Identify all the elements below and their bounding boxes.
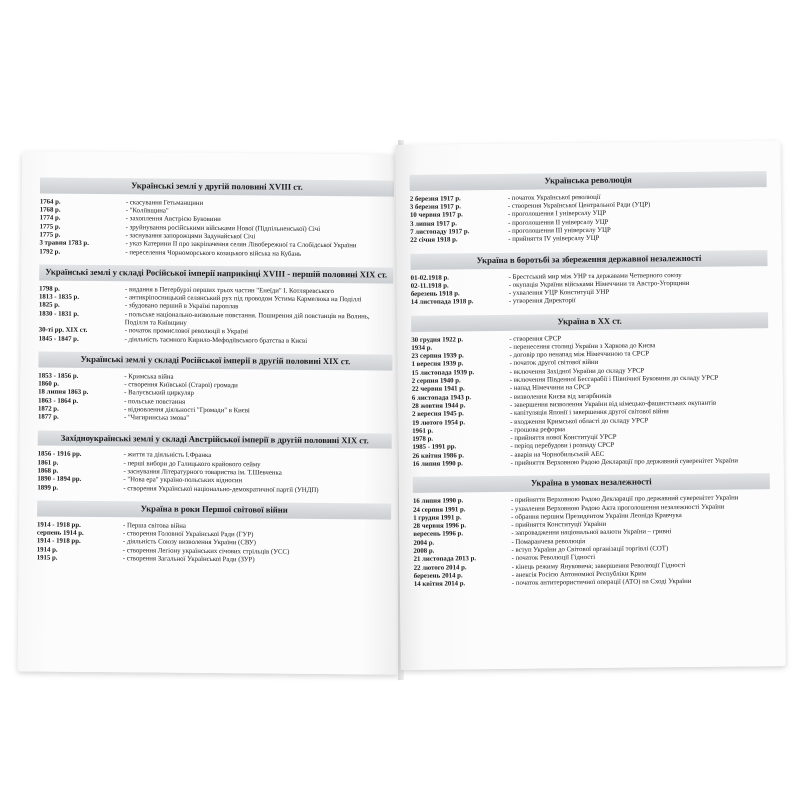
timeline-section [38, 351, 393, 425]
event-description: - видання в Петербурзі перших трьох частин "Енеїди" І. Котляревського [125, 286, 334, 295]
event-description: - "Чигиринська змова" [123, 414, 190, 423]
event-description: - початок Української революції [507, 193, 601, 202]
timeline-section [410, 171, 768, 245]
event-date: 02-11.1918 р. [410, 282, 449, 290]
section-title: Україна в умовах незалежності [413, 473, 770, 493]
event-description: - ухвалення УЦР Конституції УНР [508, 288, 610, 297]
left-page [18, 151, 405, 674]
event-date: 1914 - 1918 рр. [36, 521, 81, 529]
event-description: - антикріпосницький селянський рух під проводом Устима Кармелюка на Поділлі [124, 294, 362, 304]
event-description: - утворення Директорії [508, 297, 576, 306]
event-date: 1798 р. [39, 285, 60, 293]
event-date: серпень 1914 р. [36, 529, 84, 537]
event-description: - створення Загальної Української Ради (ЗУР) [122, 555, 255, 564]
event-date: 1774 р. [39, 214, 61, 223]
event-date: 2 березня 1917 р. [409, 195, 461, 203]
section-title: Українські землі у складі Російської імперії в другій половині XIX ст. [38, 351, 392, 370]
event-date: 1985 - 1991 рр. [412, 443, 457, 452]
event-date: 19 лютого 1954 р. [412, 418, 466, 427]
event-date: 21 листопада 2013 р. [413, 555, 477, 564]
event-description: - життя та діяльність І.Франка [123, 451, 212, 460]
event-description: - переселення Чорноморського козацького війська на Кубань [125, 248, 302, 258]
event-description: - прийняття нової Конституції УРСР [510, 433, 617, 442]
event-description: - указ Катерини ІІ про закріпачення селян Лівобережної та Слобідської України [125, 240, 357, 250]
event-description: - включення Західної України до складу УРСР [509, 367, 645, 376]
event-date: 18 липня 1863 р. [38, 388, 89, 397]
event-date: 3 травня 1783 р. [39, 239, 89, 248]
event-date: 1861 р. [37, 459, 59, 467]
event-description: - заснування Літературного товариства ім. Т.Шевченка [123, 468, 282, 477]
event-description: - відновлення діяльності "Громади" в Києві [123, 406, 250, 415]
event-date: 1775 р. [39, 223, 61, 231]
event-date: 1860 р. [38, 380, 60, 388]
event-date: 30-ті рр. XIX ст. [38, 326, 88, 335]
event-date: 23 серпня 1939 р. [411, 352, 464, 361]
event-description: - створення Української Центральної Ради (УЦР) [507, 201, 651, 211]
right-page-content [410, 171, 771, 597]
event-date: 30 грудня 1922 р. [411, 335, 464, 344]
event-description: - анексія Росією Автономної Республіки Крим [511, 570, 647, 579]
event-date: 10 червня 1917 р. [409, 211, 463, 220]
event-description: - кінець режиму Януковича; завершення Революції Гідності [511, 561, 686, 571]
event-date: 1877 р. [37, 413, 59, 421]
section-title: Українська революція [410, 171, 767, 191]
event-date: 1853 - 1856 р. [38, 372, 79, 380]
event-description: - Помаранчева революція [511, 537, 586, 546]
event-description: - визволення Києва від загарбників [509, 392, 612, 401]
event-date: 14 квітня 2014 р. [413, 580, 466, 589]
event-description: - Брестський мир між УНР та державами Четверного союзу [508, 271, 682, 281]
event-date: 24 серпня 1991 р. [413, 505, 466, 514]
timeline-section [39, 264, 394, 346]
event-description: - початок антитерористичної операції (АТО) на Сході України [511, 578, 692, 588]
event-date: березень 1918 р. [410, 290, 460, 299]
event-description: - початок другої світової війни [509, 359, 599, 368]
event-date: 1899 р. [37, 484, 59, 492]
event-date: 1825 р. [38, 301, 60, 310]
event-date: 1792 р. [39, 248, 61, 256]
event-description: - включення Південної Бессарабії і Північної Буковини до складу УРСР [509, 374, 719, 384]
event-date: 3 березня 1917 р. [409, 203, 461, 212]
event-date: 2 вересня 1945 р. [412, 410, 464, 419]
timeline-section [39, 177, 394, 259]
event-description: - польське національно-визвольне повстання. Поширення дій повстанців на Волинь, Поділля та Київщину [124, 310, 370, 327]
event-description: - захоплення Австрією Буковини [125, 215, 221, 224]
event-date: 1813 - 1835 р. [38, 293, 80, 301]
timeline-row [37, 554, 391, 565]
event-description: - входження Кримської області до складу УРСР [510, 416, 649, 426]
event-date: 1764 р. [39, 198, 61, 206]
section-title: Українські землі у складі Російської імперії наприкінці XVIII - першій половині XIX ст. [39, 264, 393, 283]
event-description: - заснування запорожцями Задунайської Січі [125, 232, 256, 241]
event-description: - період перебудови і розпаду СРСР [510, 442, 615, 451]
event-date: 28 жовтня 1944 р. [411, 402, 466, 410]
event-description: - напад Німеччини на СРСР [509, 384, 591, 393]
event-description: - договір про ненапад між Німеччиною та СРСР [509, 350, 650, 360]
timeline-row [38, 414, 392, 425]
event-description: - ухвалення Верховною Радою Акта проголошення незалежності України [511, 503, 725, 513]
event-description: - капітуляція Японії і завершення другої світової війни [510, 408, 669, 418]
event-date: 1915 р. [36, 554, 58, 562]
event-description: - створення Головної Української Ради (ГУР) [122, 530, 254, 539]
right-page [395, 141, 785, 670]
timeline-section [411, 312, 770, 469]
event-description: - перенесення столиці України з Харкова до Києва [509, 342, 656, 351]
event-description: - прийняття Верховною Радою Декларації про державний суверенітет України [510, 494, 739, 505]
timeline-row [39, 248, 393, 259]
timeline-section [410, 250, 768, 308]
event-date: 1872 р. [37, 405, 59, 413]
event-description: - створення Української національно-демократичної партії (УНДП) [123, 484, 319, 494]
event-date: 1914 - 1918 рр. [36, 537, 81, 546]
event-description: - перші вибори до Галицького крайового сейму [123, 459, 261, 469]
event-description: - завершення визволення України від німецько-фашистських окупантів [509, 399, 717, 409]
event-date: 1978 р. [412, 435, 434, 444]
event-date: 7 листопаду 1917 р. [410, 228, 470, 236]
event-date: 22 січня 1918 р. [410, 236, 458, 245]
event-date: 1961 р. [412, 427, 434, 435]
event-description: - створення Легіону українських січових стрільців (УСС) [122, 546, 290, 556]
event-description: - грошова реформа [510, 426, 566, 434]
event-description: - Кримська війна [124, 373, 174, 381]
event-description: - прийняття IV універсалу УЦР [508, 235, 600, 244]
event-date: 1856 - 1916 рр. [37, 450, 82, 459]
timeline-row [39, 335, 393, 346]
event-description: - "Коліївщина" [125, 207, 169, 215]
event-date: вересень 1996 р. [413, 530, 464, 539]
event-description: - Валуєвський циркуляр [124, 389, 194, 398]
event-date: березень 2014 р. [413, 572, 463, 580]
timeline-section [413, 473, 771, 589]
event-date: 1 грудня 1991 р. [413, 514, 462, 522]
event-date: 14 листопада 1918 р. [410, 298, 474, 307]
event-description: - проголошення І універсалу УЦР [507, 210, 607, 219]
section-title: Україна в боротьбі за збереження державної незалежності [410, 250, 767, 270]
timeline-section [37, 500, 392, 565]
event-description: - запровадження національної валюти України – гривні [511, 528, 672, 538]
section-title: Україна в XX ст. [411, 312, 768, 332]
event-date: 1 вересня 1939 р. [411, 360, 464, 369]
event-description: - створення СРСР [509, 334, 562, 343]
event-date: 2004 р. [413, 539, 435, 547]
event-date: 1830 - 1831 р. [38, 310, 79, 318]
event-description: - прийняття Верховною Радою Декларації про державний суверенітет України [510, 457, 739, 467]
event-description: - аварія на Чорнобильській АЕС [510, 450, 605, 459]
event-date: 22 лютого 2014 р. [413, 563, 467, 572]
event-date: 16 липня 1990 р. [412, 497, 464, 506]
event-date: 1934 р. [411, 344, 433, 352]
event-date: 26 квітня 1986 р. [412, 452, 464, 460]
event-description: - польське повстання [124, 397, 186, 406]
event-date: 22 червня 1941 р. [411, 385, 465, 394]
section-title: Західноукраїнські землі у складі Австрійської імперії в другій половині XIX ст. [38, 430, 392, 449]
event-date: 1768 р. [39, 206, 61, 214]
timeline-section [37, 430, 392, 495]
event-description: - збудовано перший в Україні пароплав [124, 302, 239, 311]
event-date: 16 липня 1990 р. [412, 460, 463, 468]
event-date: 1868 р. [37, 467, 59, 475]
event-description: - початок промислової революції в Україні [124, 327, 249, 336]
event-date: 1845 - 1847 р. [38, 335, 79, 343]
event-description: - діяльність Союзу визволення України (СВУ) [122, 538, 256, 547]
section-title: Україна в роки Першої світової війни [37, 500, 391, 519]
event-description: - діяльність таємного Кирило-Мефодіївського братства в Києві [124, 335, 308, 345]
event-date: 2 серпня 1940 р. [411, 377, 461, 385]
event-date: 15 листопада 1939 р. [411, 368, 475, 377]
event-description: - скасування Гетьманщини [125, 199, 204, 207]
event-description: - окупація України військами Німеччини та Австро-Угорщини [508, 279, 690, 289]
event-date: 1863 - 1864 р. [38, 397, 79, 405]
event-description: - проголошення ІІ універсалу УЦР [508, 218, 609, 227]
event-date: 6 листопада 1943 р. [411, 393, 472, 402]
timeline-row [37, 484, 391, 495]
event-description: - початок Революції Гідності [511, 554, 596, 563]
event-description: - зруйнування російськими військами Нової (Підпільненської) Січі [125, 224, 321, 233]
event-description: - створення Київської (Старої) громади [124, 381, 238, 390]
event-description: - Перша світова війна [122, 522, 186, 530]
event-description: - обрання першим Президентом України Леоніда Кравчука [511, 511, 682, 521]
event-description: - вступ України до Світової організації торгівлі (СОТ) [511, 545, 669, 554]
event-description: - прийняття Конституції України [511, 520, 607, 529]
event-description: - "Нова ера" україно-польських відносин [123, 476, 243, 485]
event-date: 3 липня 1917 р. [410, 220, 457, 228]
section-title: Українські землі у другій половині XVIII ст. [40, 177, 394, 196]
event-date: 28 червня 1996 р. [413, 522, 467, 530]
event-date: 01-02.1918 р. [410, 274, 450, 282]
event-date: 1890 - 1894 рр. [37, 475, 82, 484]
event-date: 2008 р. [413, 547, 435, 555]
left-page-content [37, 177, 394, 573]
event-date: 1914 р. [36, 546, 58, 554]
event-date: 1775 р. [39, 231, 61, 239]
event-description: - проголошення ІІІ універсалу УЦР [508, 226, 611, 235]
